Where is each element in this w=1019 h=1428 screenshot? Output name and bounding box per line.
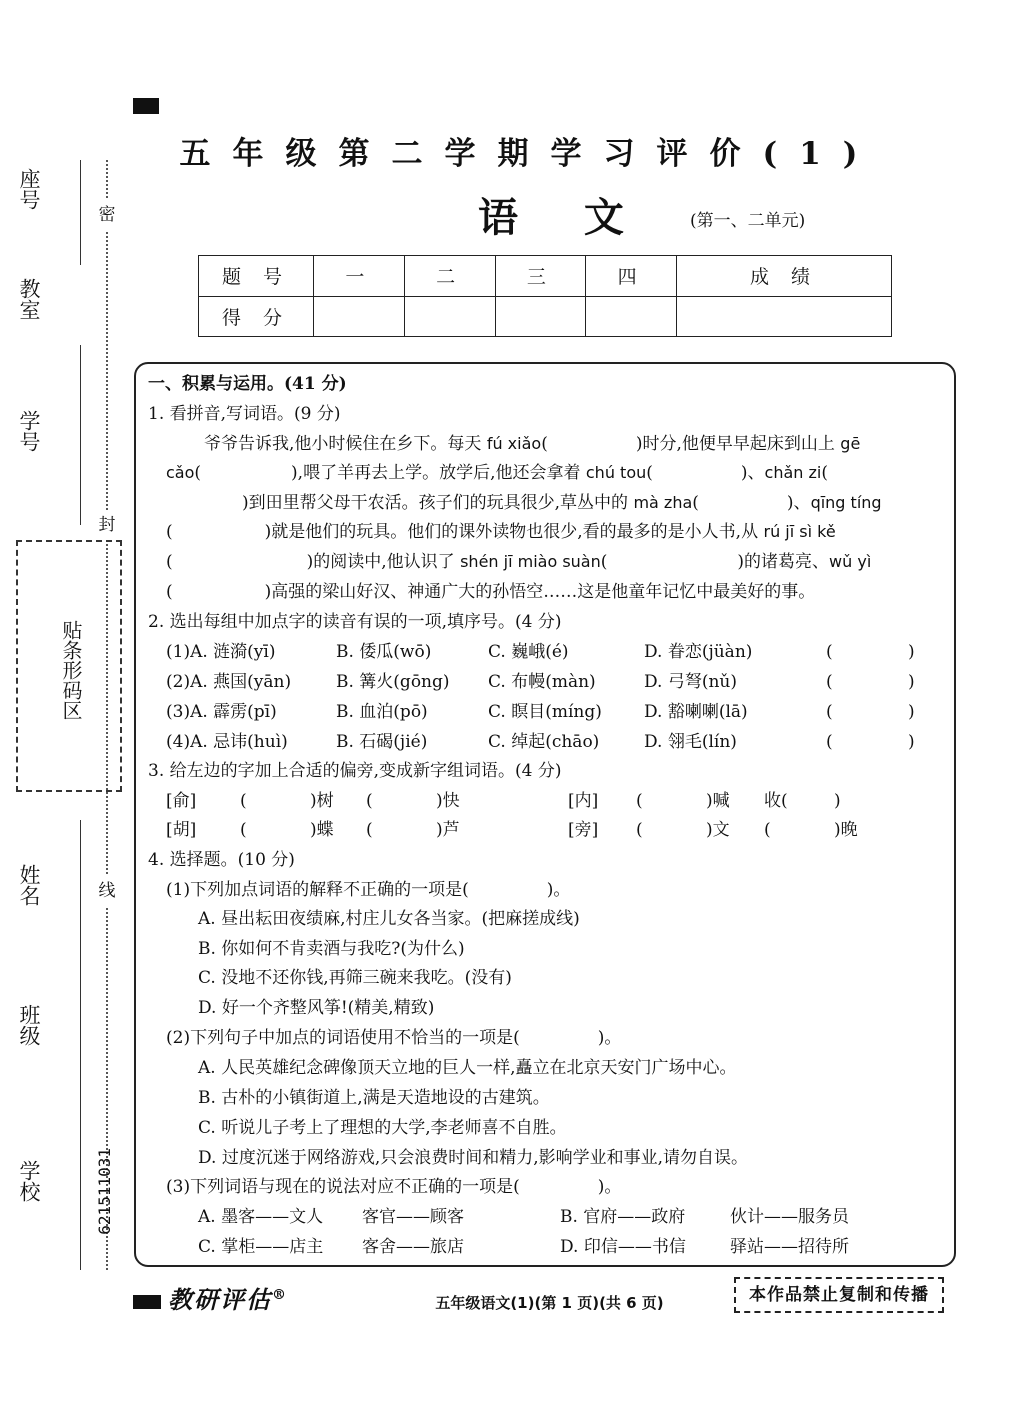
q1-text: ),喂了羊再去上学。放学后,他还会拿着 [291,463,586,483]
q1-text: )就是他们的玩具。他们的课外读物也很少,看的最多的是小人书,从 [264,522,764,542]
q3-radical-char: [胡] [166,820,197,840]
q4-sub3-option: D. 印信——书信 [560,1237,686,1257]
q2-option: B. 倭瓜(wō) [336,642,432,662]
q3-item: ( [366,820,373,840]
subject-title: 语 文 [478,194,650,241]
q3-item: )喊 [706,791,730,811]
stem-text: (3)下列词语与现在的说法对应不正确的一项是( [166,1177,520,1197]
pinyin: mà zha [633,493,693,512]
q1-text: )高强的梁山好汉、神通广大的孙悟空……这是他童年记忆中最美好的事。 [264,582,816,602]
margin-line [80,820,81,1270]
q2-option: C. 瞑目(míng) [488,702,602,722]
registered-mark: ® [272,1287,288,1303]
q3-item: ) [834,791,841,811]
q3-item: ( [240,791,247,811]
q4-sub3-option: 客官——顾客 [362,1207,464,1227]
score-row-label: 得 分 [199,296,314,337]
q1-text: )、 [740,463,765,483]
q4-title: 4. 选择题。(10 分) [148,850,295,870]
bracket: ( [826,702,833,722]
label-student-id: 学号 [17,410,41,452]
q3-item: ( [366,791,373,811]
q1-text: )到田里帮父母干农活。孩子们的玩具很少,草丛中的 [242,493,634,513]
score-table-header-row [199,256,892,297]
pinyin: cǎo [166,463,195,482]
barcode-area-label: 贴条形码区 [59,620,83,720]
score-table [198,255,892,337]
seal-mark-xian: 线 [92,876,122,906]
pinyin: wǔ yì [829,552,872,571]
q3-item: 收( [764,791,788,811]
stem-text: (2)下列句子中加点的词语使用不恰当的一项是( [166,1028,520,1048]
margin-line [80,160,81,265]
q4-sub3-option: 伙计——服务员 [730,1207,849,1227]
q4-sub2-option-a: A. 人民英雄纪念碑像顶天立地的巨人一样,矗立在北京天安门广场中心。 [198,1058,737,1078]
q3-item: )文 [706,820,730,840]
label-class: 班级 [17,1004,41,1046]
q3-item: ( [636,791,643,811]
bracket: ( [166,522,173,542]
score-cell[interactable] [586,296,677,337]
answer-blank[interactable] [842,730,902,754]
q1-text: )的阅读中,他认识了 [306,552,461,572]
q4-sub3-option: A. 墨客——文人 [198,1207,324,1227]
label-name: 姓名 [17,864,41,906]
bracket: ( [600,552,608,572]
answer-blank[interactable] [842,670,902,694]
copyright-notice: 本作品禁止复制和传播 [734,1277,944,1313]
page-title: 五年级第二学期学习评价(1) [179,136,880,172]
q3-radical-char: [俞] [166,791,197,811]
bracket: ( [194,463,202,483]
pinyin: shén jī miào suàn [460,552,601,571]
score-cell[interactable] [314,296,405,337]
pinyin: qīng tíng [810,493,882,512]
q2-option: B. 石碣(jié) [336,732,428,752]
q3-item: )芦 [436,820,460,840]
score-header-cell: 四 [586,256,677,297]
score-header-cell: 二 [404,256,495,297]
bracket: ) [908,642,915,662]
q1-text: )时分,他便早早起床到山上 [635,434,841,454]
stem-end: )。 [597,1177,622,1197]
seal-mark-feng: 封 [92,510,122,540]
q3-item: ( [636,820,643,840]
q4-sub1-option-a: A. 昼出耘田夜绩麻,村庄儿女各当家。(把麻搓成线) [198,909,580,929]
q2-option: (4)A. 忌讳(huì) [166,732,288,752]
q2-option: D. 眷恋(jüàn) [644,642,753,662]
score-cell[interactable] [677,296,892,337]
q3-title: 3. 给左边的字加上合适的偏旁,变成新字组词语。(4 分) [148,761,562,781]
q1-line-6 [166,578,815,606]
bracket: ( [646,463,653,483]
score-header-cell: 题 号 [199,256,314,297]
q3-radical-char: [旁] [568,820,599,840]
q2-option: B. 篝火(gōng) [336,672,450,692]
label-seat-number: 座号 [17,168,41,210]
q2-option: D. 豁喇喇(lā) [644,702,748,722]
margin-line [80,345,81,525]
q2-option: D. 弓弩(nǔ) [644,672,737,692]
page-info: 五年级语文(1)(第 1 页)(共 6 页) [435,1294,664,1312]
q1-line-2 [166,459,828,487]
answer-blank[interactable] [842,700,902,724]
q2-option: C. 绰起(chāo) [488,732,600,752]
section-heading: 一、积累与运用。(41 分) [148,374,347,394]
q4-sub1-option-d: D. 好一个齐整风筝!(精美,精致) [198,998,435,1018]
q1-line-4 [166,518,836,546]
q3-item: )晚 [834,820,858,840]
q4-sub3-option: 驿站——招待所 [730,1237,849,1257]
score-header-cell: 三 [495,256,586,297]
label-school: 学校 [17,1160,41,1202]
q4-sub3-option: B. 官府——政府 [560,1207,686,1227]
answer-blank[interactable] [842,640,902,664]
bracket: ( [826,642,833,662]
q2-option: D. 翎毛(lín) [644,732,737,752]
pinyin: gē [840,434,861,453]
q1-text: )的诸葛亮、 [737,552,830,572]
q4-sub2-option-c: C. 听说儿子考上了理想的大学,李老师喜不自胜。 [198,1118,567,1138]
q1-line-1 [204,430,860,458]
stem-end: )。 [546,880,571,900]
bracket: ( [166,582,173,602]
logo-text: 教研评估 [168,1285,272,1314]
q4-sub1-stem [166,876,570,904]
q2-option: (3)A. 霹雳(pī) [166,702,277,722]
q3-radical-char: [内] [568,791,599,811]
q1-text: )、 [786,493,811,513]
q4-sub1-option-b: B. 你如何不肯卖酒与我吃?(为什么) [198,939,465,959]
score-header-cell: 一 [314,256,405,297]
bracket: ( [826,732,833,752]
q3-item: )树 [310,791,334,811]
pinyin: fú xiǎo [486,434,542,453]
stem-text: (1)下列加点词语的解释不正确的一项是( [166,880,469,900]
q4-sub2-option-d: D. 过度沉迷于网络游戏,只会浪费时间和精力,影响学业和事业,请勿自误。 [198,1148,749,1168]
score-table-score-row [199,296,892,337]
q1-line-5 [166,548,871,576]
q4-sub3-option: 客舍——旅店 [362,1237,464,1257]
bracket: ( [541,434,548,454]
serial-number: 621511031 [95,1148,114,1235]
bracket: ) [908,702,915,722]
q3-item: ( [240,820,247,840]
q2-option: (2)A. 燕国(yān) [166,672,292,692]
q4-sub1-option-c: C. 没地不还你钱,再筛三碗来我吃。(没有) [198,968,512,988]
pinyin: chǎn zi [764,463,822,482]
bracket: ( [826,672,833,692]
bracket: ( [166,552,173,572]
seal-mark-mi: 密 [92,200,122,230]
q3-item: ( [764,820,771,840]
unit-note: (第一、二单元) [690,211,806,231]
score-header-cell: 成 绩 [677,256,892,297]
stem-end: )。 [597,1028,622,1048]
label-classroom: 教室 [17,278,41,320]
score-cell[interactable] [404,296,495,337]
q1-title: 1. 看拼音,写词语。(9 分) [148,404,341,424]
bracket: ) [908,732,915,752]
q3-item: )快 [436,791,460,811]
pinyin: rú jī sì kě [763,522,836,541]
q4-sub3-stem [166,1173,621,1201]
q1-text: 爷爷告诉我,他小时候住在乡下。每天 [204,434,487,454]
q4-sub3-option: C. 掌柜——店主 [198,1237,324,1257]
score-cell[interactable] [495,296,586,337]
q2-title: 2. 选出每组中加点字的读音有误的一项,填序号。(4 分) [148,612,562,632]
q2-option: (1)A. 涟漪(yī) [166,642,276,662]
bracket: ) [908,672,915,692]
q2-option: C. 布幔(màn) [488,672,596,692]
bracket: ( [692,493,699,513]
q3-item: )蝶 [310,820,334,840]
q4-sub2-option-b: B. 古朴的小镇街道上,满是天造地设的古建筑。 [198,1088,550,1108]
pinyin: chú tou [585,463,647,482]
q4-sub2-stem [166,1024,621,1052]
q2-option: C. 巍峨(é) [488,642,569,662]
registration-mark [133,98,159,114]
bracket: ( [821,463,828,483]
q2-option: B. 血泊(pō) [336,702,428,722]
q1-line-3 [166,489,882,517]
